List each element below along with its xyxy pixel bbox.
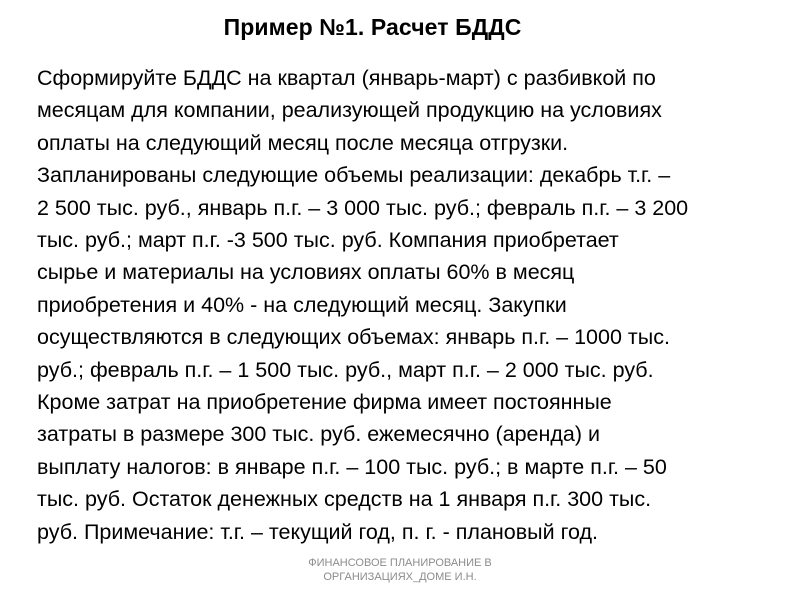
task-text-line: 2 500 тыс. руб., январь п.г. – 3 000 тыс. руб.; февраль п.г. – 3 200 xyxy=(37,195,689,220)
task-text-line: Запланированы следующие объемы реализации: декабрь т.г. – xyxy=(37,163,671,188)
task-text-line: месяцам для компании, реализующей продукцию на условиях xyxy=(37,98,662,123)
task-text-line: осуществляются в следующих объемах: январь п.г. – 1000 тыс. xyxy=(37,325,670,350)
task-text-line: выплату налогов: в январе п.г. – 100 тыс. руб.; в марте п.г. – 50 xyxy=(37,454,667,479)
task-text-line: сырье и материалы на условиях оплаты 60% в месяц xyxy=(37,260,575,285)
task-text-line: тыс. руб. Остаток денежных средств на 1 января п.г. 300 тыс. xyxy=(37,487,652,512)
footer-line: ОРГАНИЗАЦИЯХ_ДОМЕ И.Н. xyxy=(323,571,477,583)
footer-line: ФИНАНСОВОЕ ПЛАНИРОВАНИЕ В xyxy=(308,557,492,569)
task-text xyxy=(37,62,772,548)
slide-title: Пример №1. Расчет БДДС xyxy=(223,14,522,40)
task-text-line: затраты в размере 300 тыс. руб. ежемесячно (аренда) и xyxy=(37,422,601,447)
task-text-line: оплаты на следующий месяц после месяца отгрузки. xyxy=(37,130,569,155)
slide-footer xyxy=(240,556,560,584)
task-text-line: Кроме затрат на приобретение фирма имеет постоянные xyxy=(37,390,612,415)
task-text-line: тыс. руб.; март п.г. -3 500 тыс. руб. Компания приобретает xyxy=(37,228,619,253)
task-text-line: руб. Примечание: т.г. – текущий год, п. г. - плановый год. xyxy=(37,519,598,544)
task-text-line: приобретения и 40% - на следующий месяц. Закупки xyxy=(37,292,567,317)
task-text-line: руб.; февраль п.г. – 1 500 тыс. руб., март п.г. – 2 000 тыс. руб. xyxy=(37,357,654,382)
task-text-line: Сформируйте БДДС на квартал (январь-март) с разбивкой по xyxy=(37,66,656,90)
